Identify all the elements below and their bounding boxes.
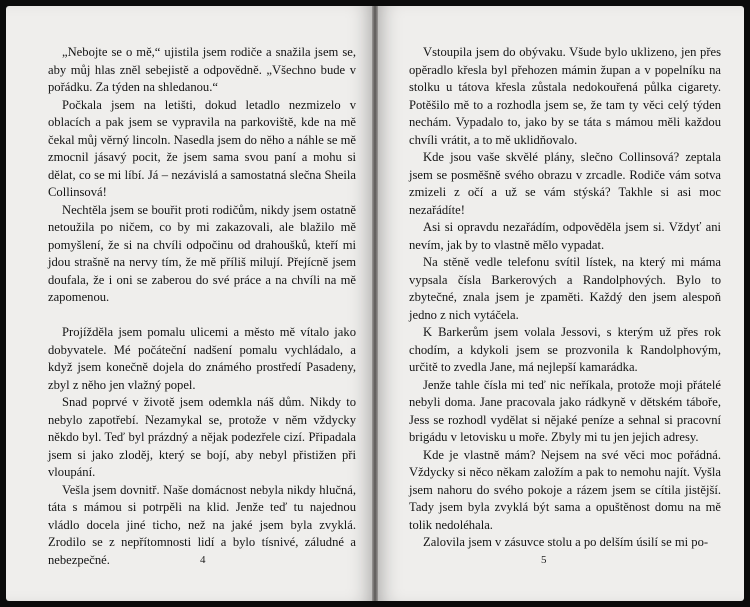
left-page-text bbox=[48, 44, 356, 569]
right-page bbox=[375, 6, 744, 601]
paragraph: Jenže tahle čísla mi teď nic neříkala, protože moji přátelé nebyli doma. Jane pracovala jako rádkyně v dětském táboře, Jess se rozhodl vydělat si nějaké peníze a sehnal si pracovní brigádu v letovisku u moře. Zbyly mi tu jen jejich adresy. bbox=[409, 377, 721, 444]
paragraph: Na stěně vedle telefonu svítil lístek, na který mi máma vypsala čísla Barkerových a Randolphových. Bylo to zbytečné, znala jsem je zpaměti. Každý den jsem alespoň jedno z nich vytáčela. bbox=[409, 255, 721, 322]
paragraph: Kde jsou vaše skvělé plány, slečno Collinsová? zeptala jsem se posměšně svého obrazu v zrcadle. Rodiče vám sotva zmizeli z očí a už se vám stýská? Takhle si asi moc nezařádíte! bbox=[409, 150, 721, 217]
right-page-text bbox=[409, 44, 721, 552]
paragraph: Nechtěla jsem se bouřit proti rodičům, nikdy jsem ostatně netoužila po ničem, co by mi zakazovali, ale blažilo mě pomyšlení, že si na chvíli odpočinu od drahoušků, kteří mi jdou strašně na nervy tím, že mě příliš milují. Přejícně jsem doufala, že i oni se zaberou do své práce a na chvíli na mě zapomenou. bbox=[48, 202, 356, 304]
paragraph: K Barkerům jsem volala Jessovi, s kterým už přes rok chodím, a kdykoli jsem se prozvonila k Randolphovým, určitě to zvedla Jane, má nejlepší kamarádka. bbox=[409, 325, 721, 374]
paragraph: Vešla jsem dovnitř. Naše domácnost nebyla nikdy hlučná, táta s mámou si potrpěli na klid. Jenže teď tu najednou vládlo docela jiné ticho, než na jaké jsem byla zvyklá. Zrodilo se z nepřítomnosti lidí a bylo tísnivé, záludné a nebezpečné. bbox=[48, 482, 356, 567]
paragraph: Asi si opravdu nezařádím, odpověděla jsem si. Vždyť ani nevím, jak by to vlastně mělo vypadat. bbox=[409, 220, 721, 252]
left-page bbox=[6, 6, 375, 601]
paragraph: Vstoupila jsem do obývaku. Všude bylo uklizeno, jen přes opěradlo křesla byl přehozen mámin župan a v popelníku na stolku u tátova křesla zůstala nedokouřená půlka cigarety. Potěšilo mě to a rozhodla jsem se, že tam ty věci celý týden nechám. Vypadalo to, jako by se táta s mámou měli každou chvíli vrátit, a to mě uklidňovalo. bbox=[409, 45, 721, 147]
paragraph: Projížděla jsem pomalu ulicemi a město mě vítalo jako dobyvatele. Mé počáteční nadšení pomalu vychládalo, a když jsem konečně dojela do známého prostředí Pasadeny, zbyl z něho jen vlažný popel. bbox=[48, 325, 356, 392]
book-spine bbox=[372, 6, 378, 601]
paragraph: Počkala jsem na letišti, dokud letadlo nezmizelo v oblacích a pak jsem se vypravila na parkoviště, kde na mě čekal můj věrný lincoln. Nasedla jsem do něho a náhle se mě zmocnil jásavý pocit, že jsem sama svou paní a mohu si dělat, co se mi líbí. Já – nezávislá a samostatná slečna Sheila Collinsová! bbox=[48, 97, 356, 199]
paragraph: Zalovila jsem v zásuvce stolu a po delším úsilí se mi po- bbox=[423, 535, 709, 549]
page-number: 5 bbox=[541, 554, 547, 566]
paragraph: Kde je vlastně mám? Nejsem na své věci moc pořádná. Vždycky si něco někam založím a pak to nemohu najít. Vyšla jsem nahoru do svého pokoje a rázem jsem se cítila jistější. Tady jsem byla zvyklá být sama a opuštěnost domu na mě tolik nedoléhala. bbox=[409, 447, 721, 532]
page-number: 4 bbox=[200, 554, 206, 566]
paragraph: Snad poprvé v životě jsem odemkla náš dům. Nikdy to nebylo zapotřebí. Nezamykal se, protože v něm vždycky někdo byl. Teď byl prázdný a nějak podezřele cizí. Připadala jsem si jako zloděj, který se bojí, aby nebyl přistižen při vloupání. bbox=[48, 395, 356, 479]
open-book bbox=[6, 6, 744, 601]
paragraph: „Nebojte se o mě,“ ujistila jsem rodiče a snažila jsem se, aby můj hlas zněl sebejistě a odpovědně. „Všechno bude v pořádku. Za týden na shledanou.“ bbox=[48, 45, 356, 94]
